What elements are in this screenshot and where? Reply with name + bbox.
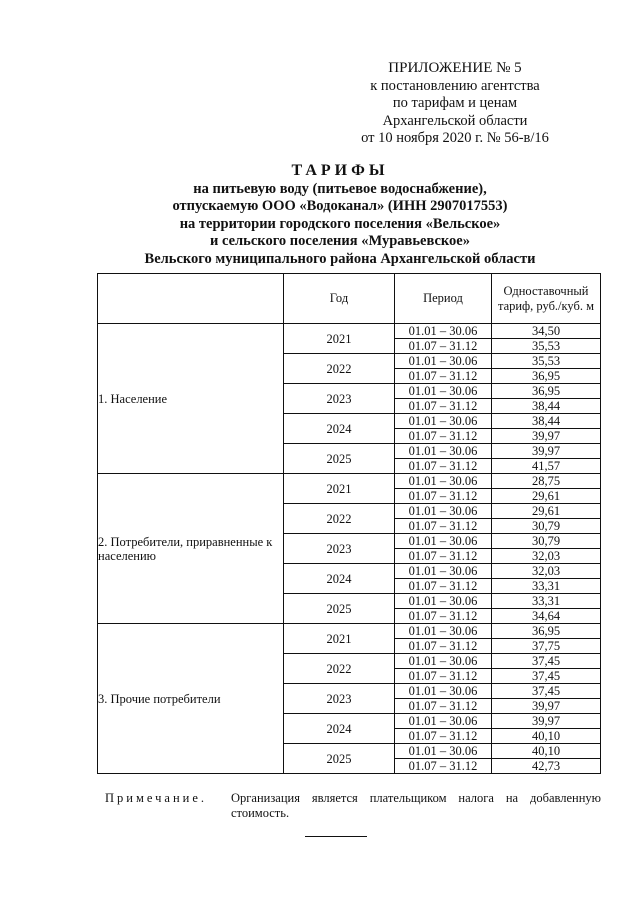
price-cell: 32,03 [492, 564, 601, 579]
price-cell: 30,79 [492, 534, 601, 549]
price-cell: 36,95 [492, 624, 601, 639]
price-cell: 29,61 [492, 504, 601, 519]
period-cell: 01.01 – 30.06 [395, 474, 492, 489]
period-cell: 01.07 – 31.12 [395, 729, 492, 744]
period-cell: 01.01 – 30.06 [395, 624, 492, 639]
period-cell: 01.01 – 30.06 [395, 444, 492, 459]
price-cell: 33,31 [492, 594, 601, 609]
price-cell: 39,97 [492, 429, 601, 444]
period-cell: 01.01 – 30.06 [395, 744, 492, 759]
period-cell: 01.01 – 30.06 [395, 354, 492, 369]
table-header-row [98, 274, 601, 324]
period-cell: 01.07 – 31.12 [395, 519, 492, 534]
table-row [98, 324, 601, 339]
end-divider [305, 836, 367, 837]
consumer-group: 1. Население [98, 324, 284, 474]
period-cell: 01.07 – 31.12 [395, 489, 492, 504]
appendix-block [330, 60, 580, 148]
price-cell: 29,61 [492, 489, 601, 504]
period-cell: 01.07 – 31.12 [395, 579, 492, 594]
period-cell: 01.07 – 31.12 [395, 669, 492, 684]
year-cell: 2022 [284, 504, 395, 534]
price-cell: 39,97 [492, 714, 601, 729]
year-cell: 2021 [284, 474, 395, 504]
year-cell: 2022 [284, 354, 395, 384]
period-cell: 01.01 – 30.06 [395, 534, 492, 549]
appendix-line: от 10 ноября 2020 г. № 56-в/16 [361, 130, 549, 146]
heading-line: отпускаемую ООО «Водоканал» (ИНН 2907017553) [172, 198, 508, 214]
year-cell: 2022 [284, 654, 395, 684]
price-cell: 37,45 [492, 684, 601, 699]
price-cell: 40,10 [492, 744, 601, 759]
period-cell: 01.07 – 31.12 [395, 609, 492, 624]
period-cell: 01.01 – 30.06 [395, 684, 492, 699]
tariff-table-body [98, 324, 601, 774]
consumer-group: 3. Прочие потребители [98, 624, 284, 774]
period-cell: 01.01 – 30.06 [395, 594, 492, 609]
price-cell: 36,95 [492, 384, 601, 399]
price-cell: 33,31 [492, 579, 601, 594]
period-cell: 01.01 – 30.06 [395, 504, 492, 519]
period-cell: 01.01 – 30.06 [395, 384, 492, 399]
year-cell: 2025 [284, 444, 395, 474]
appendix-line: Архангельской области [382, 112, 528, 129]
price-cell: 35,53 [492, 354, 601, 369]
price-cell: 37,45 [492, 654, 601, 669]
year-cell: 2024 [284, 714, 395, 744]
period-cell: 01.07 – 31.12 [395, 759, 492, 774]
price-cell: 28,75 [492, 474, 601, 489]
period-cell: 01.07 – 31.12 [395, 639, 492, 654]
appendix-line: к постановлению агентства [370, 77, 540, 94]
price-cell: 41,57 [492, 459, 601, 474]
period-cell: 01.07 – 31.12 [395, 549, 492, 564]
document-title: ТАРИФЫ [291, 162, 389, 179]
header-period: Период [395, 274, 492, 324]
price-cell: 42,73 [492, 759, 601, 774]
period-cell: 01.07 – 31.12 [395, 429, 492, 444]
period-cell: 01.07 – 31.12 [395, 699, 492, 714]
year-cell: 2025 [284, 744, 395, 774]
header-tariff: Одноставочный тариф, руб./куб. м [492, 274, 601, 324]
year-cell: 2023 [284, 534, 395, 564]
price-cell: 40,10 [492, 729, 601, 744]
period-cell: 01.07 – 31.12 [395, 459, 492, 474]
appendix-line: по тарифам и ценам [392, 95, 518, 111]
period-cell: 01.01 – 30.06 [395, 714, 492, 729]
table-row [98, 474, 601, 489]
year-cell: 2023 [284, 384, 395, 414]
period-cell: 01.07 – 31.12 [395, 399, 492, 414]
consumer-group: 2. Потребители, приравненные к населению [98, 474, 284, 624]
year-cell: 2021 [284, 324, 395, 354]
heading-line: и сельского поселения «Муравьевское» [210, 233, 470, 249]
period-cell: 01.01 – 30.06 [395, 654, 492, 669]
period-cell: 01.01 – 30.06 [395, 414, 492, 429]
heading-line: на территории городского поселения «Вельское» [179, 215, 501, 232]
header-year: Год [284, 274, 395, 324]
period-cell: 01.01 – 30.06 [395, 324, 492, 339]
price-cell: 34,64 [492, 609, 601, 624]
period-cell: 01.07 – 31.12 [395, 369, 492, 384]
price-cell: 30,79 [492, 519, 601, 534]
price-cell: 39,97 [492, 444, 601, 459]
price-cell: 38,44 [492, 399, 601, 414]
price-cell: 34,50 [492, 324, 601, 339]
price-cell: 37,75 [492, 639, 601, 654]
year-cell: 2024 [284, 564, 395, 594]
year-cell: 2023 [284, 684, 395, 714]
price-cell: 32,03 [492, 549, 601, 564]
year-cell: 2024 [284, 414, 395, 444]
appendix-title: ПРИЛОЖЕНИЕ № 5 [388, 60, 522, 76]
year-cell: 2021 [284, 624, 395, 654]
document-heading [80, 162, 600, 268]
tariff-table [97, 273, 601, 774]
table-row [98, 624, 601, 639]
heading-line: на питьевую воду (питьевое водоснабжение), [193, 180, 487, 197]
price-cell: 38,44 [492, 414, 601, 429]
price-cell: 35,53 [492, 339, 601, 354]
price-cell: 37,45 [492, 669, 601, 684]
note-label: Примечание. [105, 791, 208, 805]
price-cell: 39,97 [492, 699, 601, 714]
heading-line: Вельского муниципального района Архангельской области [144, 250, 536, 267]
period-cell: 01.07 – 31.12 [395, 339, 492, 354]
period-cell: 01.01 – 30.06 [395, 564, 492, 579]
year-cell: 2025 [284, 594, 395, 624]
note-text: Организация является плательщиком налога на добавленную стоимость. [231, 791, 601, 820]
header-category [98, 274, 284, 324]
price-cell: 36,95 [492, 369, 601, 384]
